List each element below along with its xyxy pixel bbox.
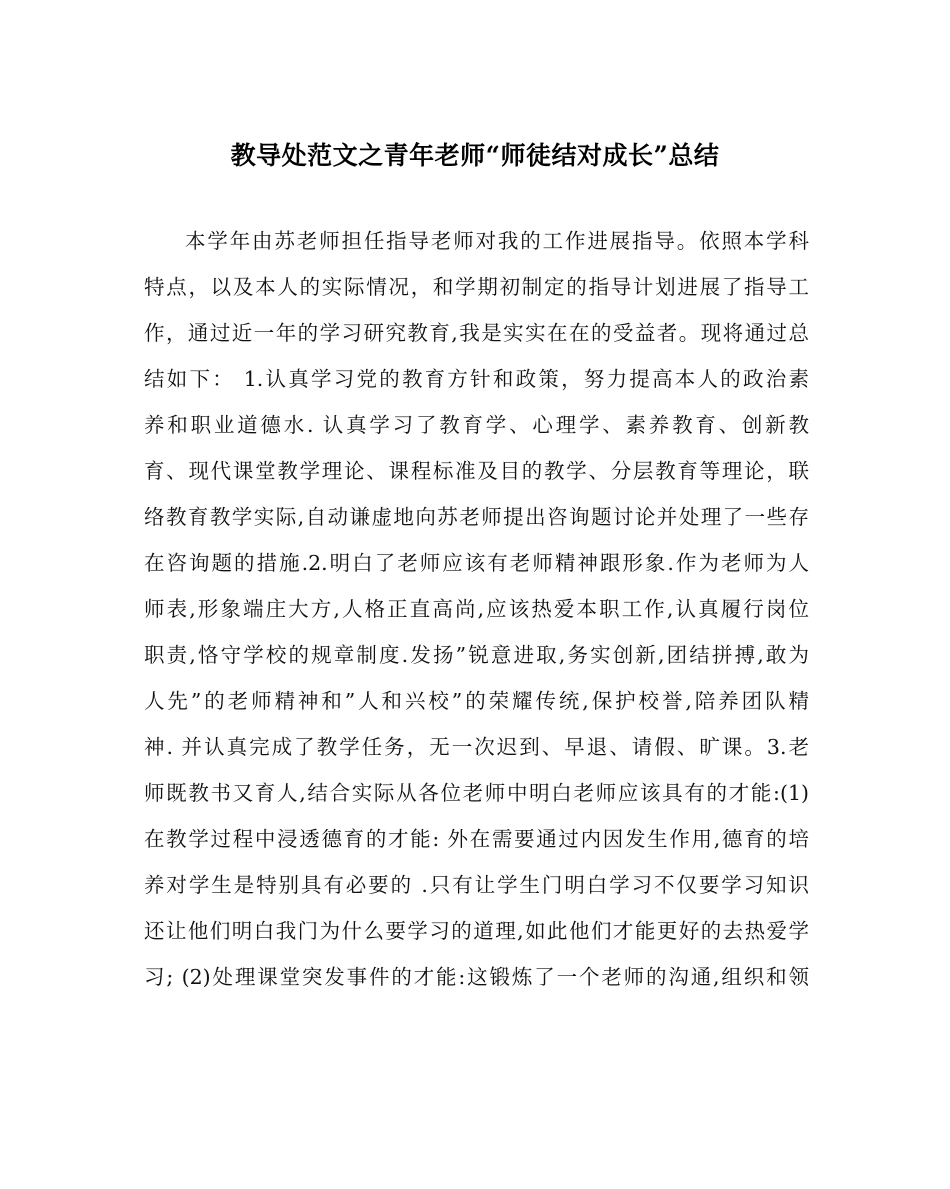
paragraph-line: 还让他们明白我门为什么要学习的道理,如此他们才能更好的去热爱学 [144, 919, 809, 943]
document-body [144, 218, 809, 1000]
paragraph-line: 育、现代课堂教学理论、课程标准及目的教学、分层教育等理论，联 [144, 459, 809, 483]
paragraph-line: 在咨询题的措施.2.明白了老师应该有老师精神跟形象.作为老师为人 [144, 551, 809, 575]
paragraph-line: 养对学生是特别具有必要的 .只有让学生门明白学习不仅要学习知识 [144, 873, 809, 897]
paragraph-line: 本学年由苏老师担任指导老师对我的工作进展指导。依照本学科 [185, 229, 809, 253]
document-title: 教导处范文之青年老师“师徒结对成长”总结 [230, 141, 720, 170]
paragraph-line: 结如下： 1.认真学习党的教育方针和政策，努力提高本人的政治素 [144, 367, 809, 391]
paragraph-line: 养和职业道德水. 认真学习了教育学、心理学、素养教育、创新教 [144, 413, 809, 437]
paragraph-line: 神. 并认真完成了教学任务，无一次迟到、早退、请假、旷课。3.老 [144, 735, 809, 759]
paragraph-line: 职责,恪守学校的规章制度.发扬”锐意进取,务实创新,团结拼搏,敢为 [144, 643, 809, 667]
paragraph-line: 师表,形象端庄大方,人格正直高尚,应该热爱本职工作,认真履行岗位 [144, 597, 809, 621]
paragraph-line: 人先”的老师精神和”人和兴校”的荣耀传统,保护校誉,陪养团队精 [144, 689, 809, 713]
paragraph-line: 作，通过近一年的学习研究教育,我是实实在在的受益者。现将通过总 [144, 321, 809, 345]
paragraph-line: 师既教书又育人,结合实际从各位老师中明白老师应该具有的才能:(1) [144, 781, 809, 805]
paragraph-line: 习; (2)处理课堂突发事件的才能:这锻炼了一个老师的沟通,组织和领 [144, 965, 809, 989]
paragraph-line: 在教学过程中浸透德育的才能: 外在需要通过内因发生作用,德育的培 [144, 827, 809, 851]
paragraph-line: 特点，以及本人的实际情况，和学期初制定的指导计划进展了指导工 [144, 275, 809, 299]
paragraph-line: 络教育教学实际,自动谦虚地向苏老师提出咨询题讨论并处理了一些存 [144, 505, 809, 529]
